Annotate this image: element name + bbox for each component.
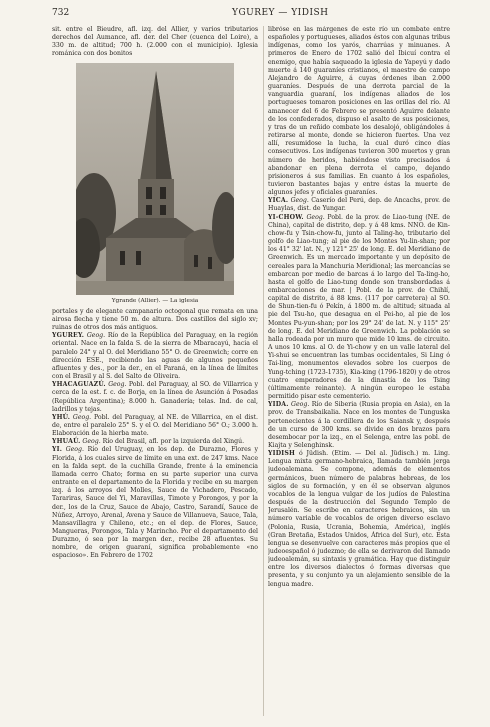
entry-yida (268, 401, 450, 450)
entry-body: Río de Siberia (Rusia propia en Asia), en la prov. de Transbaikalia. Nace en los montes de Tunguska pertenecientes á la cordillera de los Saiansk y, después de un curso de 300 kms. se divide en dos brazos para desembocar por la izq., en el Selenga, entre las pobl. de Kiajta y Selenghinsk. (268, 401, 450, 449)
entry-headword: YIDA. (268, 401, 289, 409)
entry-category: Geog. (108, 381, 127, 389)
entry-yhuau (52, 438, 258, 446)
entry-headword: YHÚ. (52, 413, 71, 421)
entry-yhacaguazu (52, 381, 258, 414)
entry-category: Geog. (86, 332, 106, 340)
entry-headword: YI-CHOW. (268, 213, 304, 221)
right-intro-text: libróse en las márgenes de este río un combate entre españoles y portugueses, aliados éstos con algunas tribus indígenas, como los yarós, charrúas y minuanes. A primeros de Enero de 1702 salió del Ibicuí contra el enemigo, que había saqueado la iglesia de Yapeyú y dado muerte á 140 guaraníes cristianos, el maestre de campo Alejandro de Aguirre, á cuyas órdenes iban 2.000 guaraníes. Después de una derrota parcial de la vanguardia guaraní, los indígenas aliados de los portugueses tomaron posiciones en las orillas del río. Al amanecer del 6 de Febrero se presentó Aguirre delante de los confederados, dispuso el asalto de sus posiciones, y tras de un reñido combate los desalojó, obligándoles á retirarse al monte, donde se hicieron fuertes. Una vez allí, resumidose la lucha, la cual duró cinco días consecutivos. Los indígenas tuvieron 300 muertos y gran número de heridos, habiéndose visto precisados á abandonar en plena derrota el campo, dejando prisioneros á sus familias. En cuanto á los españoles, tuvieron bastantes bajas y entre éstas la muerte de algunos jefes y oficiales guaraníes. (268, 26, 450, 197)
entry-yi-chow (268, 214, 450, 402)
entry-headword: YGUREY. (52, 332, 85, 340)
entry-headword: YICA. (268, 197, 289, 205)
church-photo (76, 63, 234, 295)
left-column (52, 26, 258, 716)
entry-headword: YHUAÚ. (52, 438, 81, 446)
entry-category: Geog. (65, 446, 84, 454)
entry-category: Geog. (72, 413, 92, 421)
entry-body: Pobl. de la prov. de Liao-tung (NE. de China), capital de distrito, dep. y á 48 kms. NNO. de Kin-chow-fu y Tsin-chow-fu, junto al Taling-ho, tributario del golfo de Liao-tung; al pie de los Montes Yu-lin-shan; por los 41° 32' lat. N., y 121° 25' de long. E. del Meridiano de Greenwich. Es un mercado importante y un depósito de cereales para la Manchuria Meridional; las mercancías se embarcan por medio de barcas á lo largo del Ta-ling-ho, hasta el golfo de Liao-tung donde son transbordadas á embarcaciones de mar. | Pobl. de la prov. de Chihlí, capital de distrito, á 88 kms. (117 por carretera) al SO. de Shun-tien-fu ó Pekín, á 1800 m. de altitud; situada al pie del Tsu-ho, que desagua en el Pei-ho, al pie de los Montes Pu-yun-shan; por los 29° 24' de lat. N. y 115° 25' de long. E. del Meridiano de Greenwich. La población se halla rodeada por un muro que mide 10 kms. de circuito. A unos 10 kms. al O. de Yi-chow y en un valle lateral del Yi-shui se encuentran las tumbas occidentales, Si Ling ó Tai-ling, monumentos elevados sobre los cuerpos de Yung-tching (1723-1735), Kia-king (1796-1820) y de otros cuatro emperadores de la dinastía de los Tsing (últimamente reinante). A ningún europeo le estaba permitido pisar este cementerio. (268, 213, 450, 401)
entry-body: Caserío del Perú, dep. de Ancachs, prov. de Huaylas, dist. de Yungar. (268, 197, 450, 213)
column-divider (263, 26, 264, 716)
entry-body: Río del Uruguay, en los dep. de Durazno, Flores y Florida, á los cuales sirve de límite en una ext. de 247 kms. Nace en la falda sept. de la cuchilla Grande, frente á la eminencia llamada cerro Chato; forma en su parte superior una curva entrante en el departamento de la Florida y recibe en su margen izq. á los arroyos del Molles, Sauce de Vichadero, Pescado, Tarariras, Sauce del Yi, Maravillas, Timote y Porongos, y por la der., los de la Cruz, Sauce de Abajo, Castro, Sarandí, Sauce de Núñez, Arroyo, Arenal, Avena y Sauce de Villanueva, Sauce, Tala, Mansavillagra y Chileno, etc.; en el dep. de Flores, Sauce, Mangueras, Porongos, Tala y Marincho. Por el departamento del Durazno, ó sea por la margen der., recibe 28 afluentes. Su nombre, de origen guaraní, significa probablemente «no espacioso». En Febrero de 1702 (52, 446, 258, 560)
entry-body: Pobl. del Paraguay, al SO. de Villarrica y cerca de la est. f. c. de Borja, en la línea de Asunción á Posadas (República Argentina); 8.000 h. Ganadería; telas. Ind. de cal, ladrillos y tejas. (52, 381, 258, 413)
entry-headword: YI. (52, 446, 63, 454)
entry-body: Río de la República del Paraguay, en la región oriental. Nace en la falda S. de la sierra de Mbaracayú, hacia el paralelo 24° y al O. del Meridiano 55° O. de Greenwich; corre en dirección ESE., recibiendo las aguas de algunos pequeños afluentes y des., por la der., en el Paraná, en la línea de límites con el Brasil y al S. del Salto de Oliveira. (52, 332, 258, 381)
right-column (268, 26, 450, 716)
entry-body: Pobl. del Paraguay, al NE. de Villarrica, en el dist. de, entre el paralelo 25° S. y el O. del Meridiano 56° O.; 3.000 h. Elaboración de la hierba mate. (52, 413, 258, 438)
figure-caption: Ygrande (Allier). — La iglesia (111, 297, 199, 304)
entry-yidish (268, 450, 450, 589)
page-header (52, 8, 450, 22)
left-continuation-text: portales y de elegante campanario octogonal que remata en una airosa flecha y tiene 50 m. de altura. Dos castillos del siglo xv; ruinas de otros dos más antiguos. (52, 307, 258, 332)
entry-category: Geog. (306, 213, 325, 221)
entry-headword: YIDISH (268, 450, 296, 458)
entry-yica (268, 197, 450, 213)
running-head: YGUREY — YIDISH (232, 8, 329, 18)
entry-headword: YHACAGUAZÚ. (52, 381, 106, 389)
church-figure (76, 63, 234, 305)
entry-category: Geog. (82, 438, 101, 446)
entry-ygurey (52, 332, 258, 381)
entry-yhu (52, 414, 258, 438)
entry-body: ó Jüdish. (Etim. — Del al. Jüdisch.) m. Ling. Lengua mixta germano-hebraica, llamada también jerga judeoalemana. Se compone, además de elementos germánicos, buen número de palabras hebreas, de los siglos de su formación, y en él se observan algunos vocablos de la lengua vulgar de los judíos de Palestina después de la destrucción del Segundo Templo de Jerusalén. Se escribe en caracteres hebraicos, sin un número variable de vocablos de origen diverso esclavo (Polonia, Rusia, Ucrania, Bohemia, América), inglés (Gran Bretaña, Estados Unidos, África del Sur), etc. Esta lengua se desenvuelve con caracteres más propios que el judeoespañol ó judezmo; de ella se derivaron del llamado judeoalemán, su sintaxis y gramática. Hay que distinguir entre los diversos dialectos ó formas diversas que presenta, y su conjunto ya un alejamiento sensible de la lengua madre. (268, 450, 450, 588)
entry-yi (52, 446, 258, 560)
page-number: 732 (52, 8, 70, 18)
entry-body: Río del Brasil, afl. por la izquierda del Xingú. (102, 438, 245, 446)
entry-category: Geog. (291, 401, 310, 409)
entry-category: Geog. (290, 197, 309, 205)
left-intro-text: sit. entre el Bieudre, afl. izq. del Allier, y varios tributarios derechos del Aumance, afl. der. del Cher (cuenca del Loire), a 330 m. de altitud; 700 h. (2.000 con el municipio). Iglesia románica con dos bonitos (52, 26, 258, 58)
